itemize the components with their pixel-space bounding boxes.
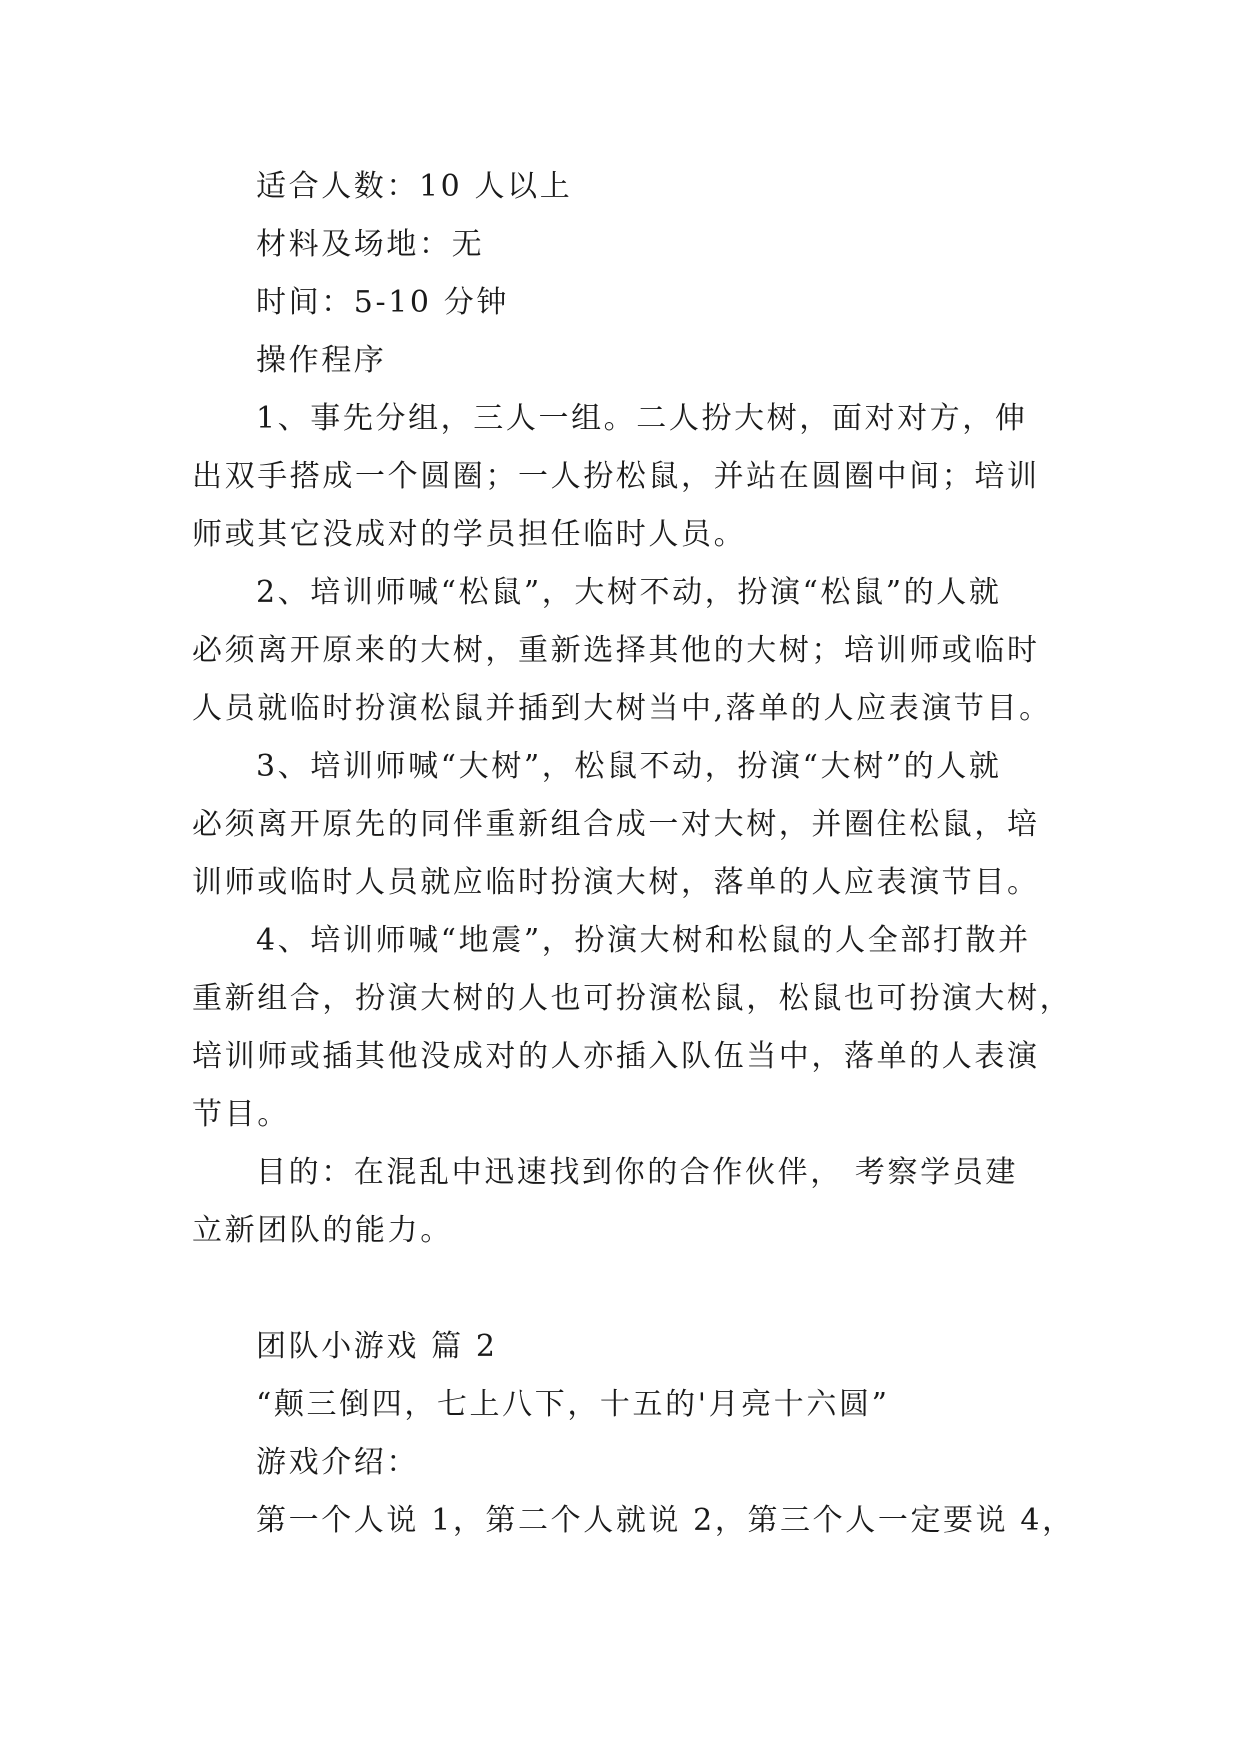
step-3-line-3: 训师或临时人员就应临时扮演大树，落单的人应表演节目。 bbox=[192, 865, 1040, 900]
step-4-line-2: 重新组合，扮演大树的人也可扮演松鼠，松鼠也可扮演大树， bbox=[192, 981, 1073, 1016]
game-intro-line-1: 第一个人说 1，第二个人就说 2，第三个人一定要说 4， bbox=[256, 1503, 1075, 1538]
step-2-line-1: 2、培训师喊“松鼠”，大树不动，扮演“松鼠”的人就 bbox=[256, 575, 1002, 610]
step-1-line-3: 师或其它没成对的学员担任临时人员。 bbox=[192, 517, 747, 552]
purpose-line-2: 立新团队的能力。 bbox=[192, 1213, 453, 1248]
section-gap bbox=[192, 1260, 1052, 1318]
section-2-quote: “颠三倒四，七上八下，十五的'月亮十六圆” bbox=[256, 1387, 890, 1422]
purpose-line-1: 目的：在混乱中迅速找到你的合作伙伴， 考察学员建 bbox=[256, 1155, 1018, 1190]
time-line: 时间：5-10 分钟 bbox=[256, 285, 509, 320]
step-4-line-4: 节目。 bbox=[192, 1097, 290, 1132]
step-3-line-2: 必须离开原先的同伴重新组合成一对大树，并圈住松鼠，培 bbox=[192, 807, 1040, 842]
step-2-line-2: 必须离开原来的大树，重新选择其他的大树；培训师或临时 bbox=[192, 633, 1040, 668]
step-4-line-3: 培训师或插其他没成对的人亦插入队伍当中，落单的人表演 bbox=[192, 1039, 1040, 1074]
step-1-line-2: 出双手搭成一个圆圈；一人扮松鼠，并站在圆圈中间；培训 bbox=[192, 459, 1040, 494]
game-intro-heading: 游戏介绍： bbox=[256, 1445, 419, 1480]
participants-line: 适合人数：10 人以上 bbox=[256, 169, 573, 204]
procedure-heading: 操作程序 bbox=[256, 343, 387, 378]
materials-line: 材料及场地：无 bbox=[256, 227, 485, 262]
document-body bbox=[192, 158, 1075, 1550]
step-3-line-1: 3、培训师喊“大树”，松鼠不动，扮演“大树”的人就 bbox=[256, 749, 1002, 784]
step-2-line-3: 人员就临时扮演松鼠并插到大树当中,落单的人应表演节目。 bbox=[192, 691, 1052, 726]
section-2-title: 团队小游戏 篇 2 bbox=[256, 1329, 498, 1364]
step-1-line-1: 1、事先分组，三人一组。二人扮大树，面对对方，伸 bbox=[256, 401, 1028, 436]
step-4-line-1: 4、培训师喊“地震”，扮演大树和松鼠的人全部打散并 bbox=[256, 923, 1031, 958]
